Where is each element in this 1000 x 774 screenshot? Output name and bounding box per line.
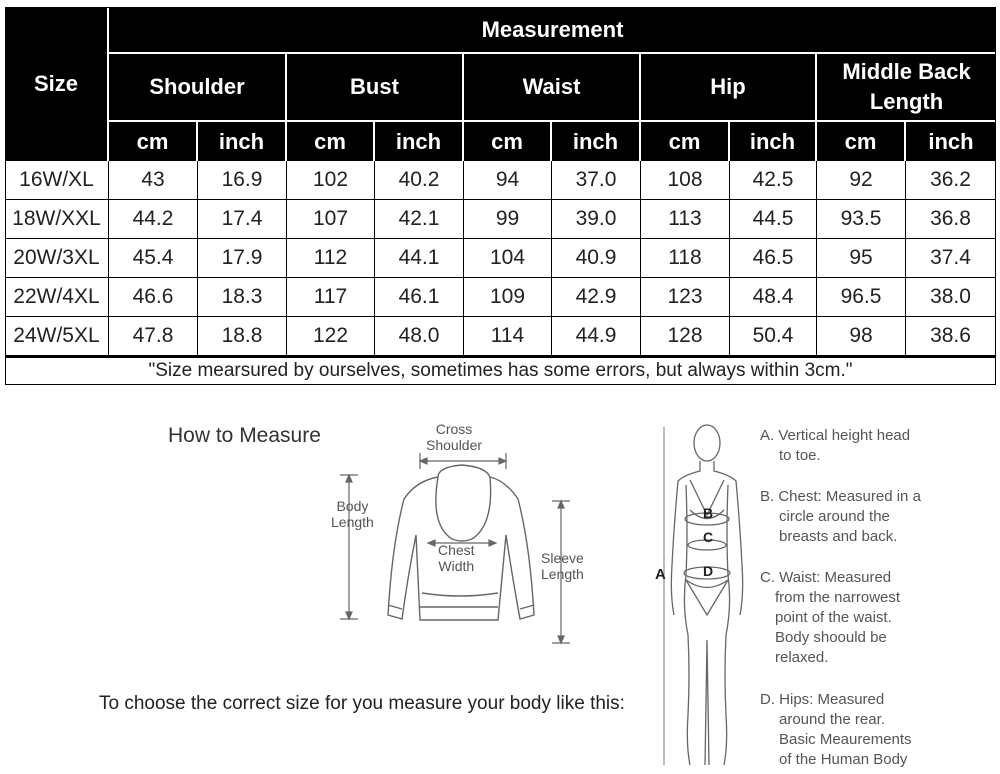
table-cell: 17.4 — [198, 200, 287, 239]
size-header: Size — [5, 7, 109, 161]
chest-width-label: Chest Width — [438, 542, 475, 574]
table-cell: 18.8 — [198, 317, 287, 356]
table-cell: 93.5 — [817, 200, 906, 239]
table-cell: 109 — [464, 278, 552, 317]
table-cell: 37.0 — [552, 161, 641, 200]
table-cell: 44.1 — [375, 239, 464, 278]
legend-b: B. Chest: Measured in a circle around the breasts and back. — [760, 488, 921, 545]
table-cell: 128 — [641, 317, 730, 356]
marker-d: D — [703, 563, 714, 579]
table-cell: 44.2 — [109, 200, 198, 239]
table-cell: 47.8 — [109, 317, 198, 356]
marker-a: A — [655, 566, 666, 583]
table-cell: 94 — [464, 161, 552, 200]
unit-header-inch: inch — [198, 122, 287, 161]
table-cell: 117 — [287, 278, 375, 317]
table-cell: 108 — [641, 161, 730, 200]
table-cell: 17.9 — [198, 239, 287, 278]
legend-d: D. Hips: Measured around the rear. Basic Meaurements of the Human Body — [760, 691, 912, 768]
how-to-measure-title: How to Measure — [168, 424, 321, 447]
table-cell: 96.5 — [817, 278, 906, 317]
legend-a: A. Vertical height head to toe. — [760, 427, 911, 464]
column-header-bust: Bust — [287, 54, 464, 122]
table-cell: 48.0 — [375, 317, 464, 356]
cross-shoulder-arrow — [420, 453, 506, 469]
unit-header-inch: inch — [552, 122, 641, 161]
body-figure-diagram — [650, 415, 750, 771]
table-cell: 99 — [464, 200, 552, 239]
table-cell: 36.8 — [906, 200, 996, 239]
table-cell: 18.3 — [198, 278, 287, 317]
table-cell: 46.5 — [730, 239, 817, 278]
cross-shoulder-label: Cross Shoulder — [426, 421, 483, 453]
column-header-shoulder: Shoulder — [109, 54, 287, 122]
sweater-neckline — [436, 477, 491, 541]
table-cell: 114 — [464, 317, 552, 356]
table-cell: 98 — [817, 317, 906, 356]
unit-header-cm: cm — [287, 122, 375, 161]
table-cell: 39.0 — [552, 200, 641, 239]
table-cell: 95 — [817, 239, 906, 278]
table-cell: 50.4 — [730, 317, 817, 356]
unit-header-inch: inch — [730, 122, 817, 161]
table-cell: 45.4 — [109, 239, 198, 278]
size-label-cell: 18W/XXL — [5, 200, 109, 239]
table-cell: 44.9 — [552, 317, 641, 356]
unit-header-cm: cm — [464, 122, 552, 161]
sweater-collar — [438, 465, 490, 477]
body-length-label: Body Length — [331, 498, 374, 530]
table-cell: 37.4 — [906, 239, 996, 278]
unit-header-cm: cm — [817, 122, 906, 161]
size-label-cell: 20W/3XL — [5, 239, 109, 278]
table-cell: 42.1 — [375, 200, 464, 239]
table-cell: 40.2 — [375, 161, 464, 200]
column-header-hip: Hip — [641, 54, 817, 122]
size-label-cell: 24W/5XL — [5, 317, 109, 356]
table-cell: 38.0 — [906, 278, 996, 317]
size-chart-table — [5, 7, 996, 385]
table-cell: 102 — [287, 161, 375, 200]
table-cell: 16.9 — [198, 161, 287, 200]
sleeve-length-label: Sleeve Length — [541, 550, 584, 582]
table-cell: 38.6 — [906, 317, 996, 356]
table-cell: 123 — [641, 278, 730, 317]
unit-header-cm: cm — [109, 122, 198, 161]
column-header-waist: Waist — [464, 54, 641, 122]
table-cell: 36.2 — [906, 161, 996, 200]
measurement-note: "Size mearsured by ourselves, sometimes has some errors, but always within 3cm." — [148, 359, 853, 381]
table-cell: 43 — [109, 161, 198, 200]
table-cell: 112 — [287, 239, 375, 278]
legend-c: C. Waist: Measured from the narrowest point of the waist. Body shoould be relaxed. — [760, 569, 901, 666]
table-cell: 46.6 — [109, 278, 198, 317]
table-cell: 113 — [641, 200, 730, 239]
figure-head — [694, 425, 720, 461]
table-cell: 118 — [641, 239, 730, 278]
size-label-cell: 16W/XL — [5, 161, 109, 200]
measure-instruction: To choose the correct size for you measure your body like this: — [99, 693, 625, 714]
table-cell: 48.4 — [730, 278, 817, 317]
unit-header-cm: cm — [641, 122, 730, 161]
unit-header-inch: inch — [906, 122, 996, 161]
table-cell: 92 — [817, 161, 906, 200]
body-length-arrow — [340, 475, 358, 619]
unit-header-inch: inch — [375, 122, 464, 161]
table-cell: 42.5 — [730, 161, 817, 200]
table-cell: 46.1 — [375, 278, 464, 317]
table-cell: 40.9 — [552, 239, 641, 278]
table-cell: 44.5 — [730, 200, 817, 239]
table-cell: 122 — [287, 317, 375, 356]
size-label-cell: 22W/4XL — [5, 278, 109, 317]
column-header-middle-back-length: Middle Back Length — [817, 54, 996, 122]
marker-b: B — [703, 505, 714, 521]
table-cell: 42.9 — [552, 278, 641, 317]
marker-c: C — [703, 529, 714, 545]
measurement-header: Measurement — [109, 7, 996, 54]
table-cell: 104 — [464, 239, 552, 278]
table-cell: 107 — [287, 200, 375, 239]
